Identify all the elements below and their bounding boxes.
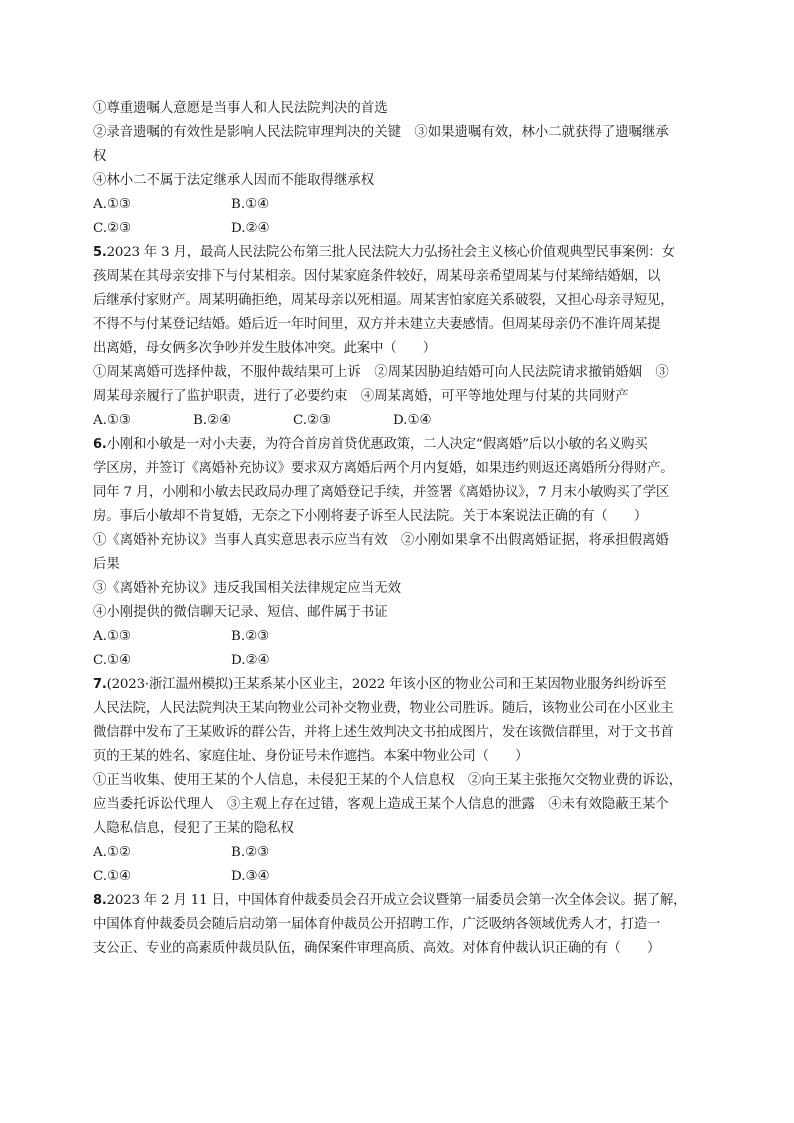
- question-stem-line: 微信群中发布了王某败诉的群公告，并将上述生效判决文书拍成图片，发在该微信群里，对于文书首: [93, 725, 674, 740]
- question-stem-line: 页的王某的姓名、家庭住址、身份证号未作遮挡。本案中物业公司（ ）: [93, 749, 529, 764]
- question-5-options: [93, 409, 708, 433]
- option-c[interactable]: C.②③: [93, 221, 132, 236]
- question-4-statements: [93, 97, 708, 193]
- option-b[interactable]: B.②③: [231, 845, 270, 860]
- statement-line: 后果: [93, 557, 120, 572]
- question-8: [93, 889, 708, 961]
- option-c[interactable]: C.②③: [293, 413, 332, 428]
- option-c[interactable]: C.①④: [93, 869, 132, 884]
- question-number: 6.: [93, 437, 107, 452]
- question-number: 8.: [93, 893, 107, 908]
- question-stem-line: 孩周某在其母亲安排下与付某相亲。因付某家庭条件较好，周某母亲希望周某与付某缔结婚姻，以: [93, 269, 661, 284]
- option-b[interactable]: B.②③: [231, 629, 270, 644]
- statement-line: ①尊重遗嘱人意愿是当事人和人民法院判决的首选: [93, 101, 388, 116]
- question-number: 7.: [93, 677, 107, 692]
- option-d[interactable]: D.①④: [393, 413, 432, 428]
- question-stem-line: 6.小刚和小敏是一对小夫妻，为符合首房首贷优惠政策，二人决定“假离婚”后以小敏的名义购买: [93, 437, 648, 452]
- option-a[interactable]: A.①③: [93, 629, 131, 644]
- option-d[interactable]: D.②④: [231, 653, 270, 668]
- statement-line: ①周某离婚可选择仲裁，不服仲裁结果可上诉 ②周某因胁迫结婚可向人民法院请求撤销婚姻 ③: [93, 365, 669, 380]
- question-5: [93, 241, 708, 433]
- question-stem-line: 同年 7 月，小刚和小敏去民政局办理了离婚登记手续，并签署《离婚协议》，7 月末小敏购买了学区: [93, 485, 670, 500]
- question-stem-line: 后继承付家财产。周某明确拒绝，周某母亲以死相逼。周某害怕家庭关系破裂，又担心母亲寻短见，: [93, 293, 674, 308]
- question-number: 5.: [93, 245, 107, 260]
- statement-line: ①正当收集、使用王某的个人信息，未侵犯王某的个人信息权 ②向王某主张拖欠交物业费的诉讼，: [93, 773, 683, 788]
- question-stem-line: 人民法院，人民法院判决王某向物业公司补交物业费，物业公司胜诉。随后，该物业公司在小区业主: [93, 701, 674, 716]
- question-stem-line: 不得不与付某登记结婚。婚后近一年时间里，双方并未建立夫妻感情。但周某母亲仍不准许周某提: [93, 317, 661, 332]
- question-stem-line: 出离婚，母女俩多次争吵并发生肢体冲突。此案中（ ）: [93, 341, 436, 356]
- statement-line: ③《离婚补充协议》违反我国相关法律规定应当无效: [93, 581, 401, 596]
- option-d[interactable]: D.②④: [231, 221, 270, 236]
- option-d[interactable]: D.③④: [231, 869, 270, 884]
- question-stem-line: 中国体育仲裁委员会随后启动第一届体育仲裁员公开招聘工作，广泛吸纳各领域优秀人才，打造一: [93, 917, 661, 932]
- question-stem-line: 学区房，并签订《离婚补充协议》要求双方离婚后两个月内复婚，如果违约则返还离婚所分得财产。: [93, 461, 674, 476]
- question-stem-line: 房。事后小敏却不肯复婚，无奈之下小刚将妻子诉至人民法院。关于本案说法正确的有（ ）: [93, 509, 648, 524]
- question-stem-line: 7.(2023·浙江温州模拟)王某系某小区业主，2022 年该小区的物业公司和王某因物业服务纠纷诉至: [93, 677, 667, 692]
- statement-line: 人隐私信息，侵犯了王某的隐私权: [93, 821, 294, 836]
- statement-line: ④小刚提供的微信聊天记录、短信、邮件属于书证: [93, 605, 388, 620]
- question-stem-line: 5.2023 年 3 月，最高人民法院公布第三批人民法院大力弘扬社会主义核心价值观典型民事案例：女: [93, 245, 675, 260]
- statement-line: ①《离婚补充协议》当事人真实意思表示应当有效 ②小刚如果拿不出假离婚证据，将承担假离婚: [93, 533, 669, 548]
- question-4-options: [93, 193, 708, 241]
- statement-line: ②录音遗嘱的有效性是影响人民法院审理判决的关键 ③如果遗嘱有效，林小二就获得了遗嘱继承: [93, 125, 669, 140]
- question-7: [93, 673, 708, 889]
- statement-line: 周某母亲履行了监护职责，进行了必要约束 ④周某离婚，可平等地处理与付某的共同财产: [93, 389, 629, 404]
- option-b[interactable]: B.②④: [193, 413, 232, 428]
- question-stem-line: 8.2023 年 2 月 11 日，中国体育仲裁委员会召开成立会议暨第一届委员会第一次全体会议。据了解，: [93, 893, 687, 908]
- option-b[interactable]: B.①④: [231, 197, 270, 212]
- question-stem-line: 支公正、专业的高素质仲裁员队伍，确保案件审理高质、高效。对体育仲裁认识正确的有（ ）: [93, 941, 661, 956]
- option-a[interactable]: A.①②: [93, 845, 131, 860]
- statement-line: ④林小二不属于法定继承人因而不能取得继承权: [93, 173, 375, 188]
- option-c[interactable]: C.①④: [93, 653, 132, 668]
- option-a[interactable]: A.①③: [93, 197, 131, 212]
- statement-line: 权: [93, 149, 107, 164]
- question-page: [93, 97, 708, 961]
- question-6: [93, 433, 708, 673]
- option-a[interactable]: A.①③: [93, 413, 131, 428]
- statement-line: 应当委托诉讼代理人 ③主观上存在过错，客观上造成王某个人信息的泄露 ④未有效隐蔽王某个: [93, 797, 669, 812]
